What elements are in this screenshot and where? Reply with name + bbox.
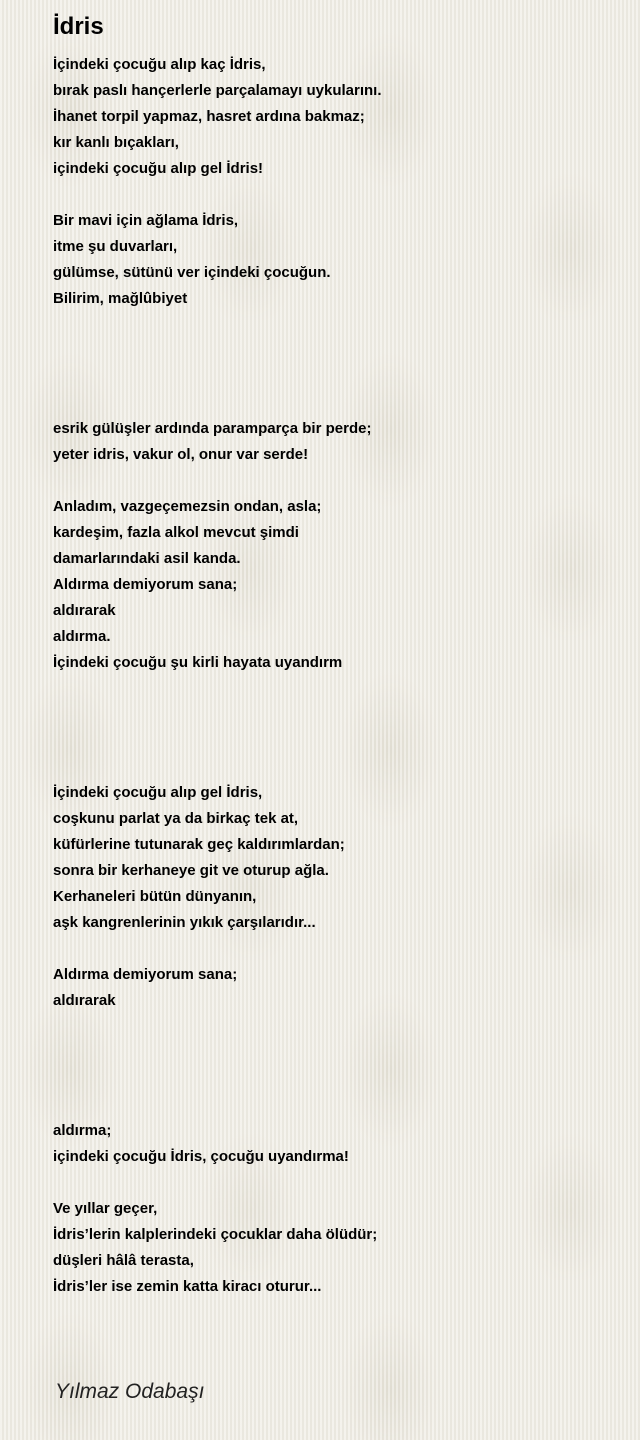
poem-line: coşkunu parlat ya da birkaç tek at, <box>53 810 299 827</box>
poem-line: Anladım, vazgeçemezsin ondan, asla; <box>53 498 322 515</box>
poem-line: bırak paslı hançerlerle parçalamayı uykularını. <box>53 82 382 99</box>
poem-line: aldırarak <box>53 992 116 1009</box>
poem-line: aşk kangrenlerinin yıkık çarşılarıdır... <box>53 914 316 931</box>
stanza-gap <box>53 936 613 962</box>
poem-line: Bir mavi için ağlama İdris, <box>53 212 239 229</box>
poem-line: içindeki çocuğu İdris, çocuğu uyandırma! <box>53 1148 349 1165</box>
poem-line: aldırma; <box>53 1122 112 1139</box>
poem-title: İdris <box>53 13 104 40</box>
poem-line: İçindeki çocuğu şu kirli hayata uyandırm <box>53 654 343 671</box>
poem-line: sonra bir kerhaneye git ve oturup ağla. <box>53 862 329 879</box>
poem-line: esrik gülüşler ardında paramparça bir perde; <box>53 420 372 437</box>
stanza-4 <box>53 494 613 676</box>
poem-line: Aldırma demiyorum sana; <box>53 576 238 593</box>
section-gap <box>53 1014 613 1118</box>
stanza-3 <box>53 416 613 468</box>
poem-line: içindeki çocuğu alıp gel İdris! <box>53 160 264 177</box>
stanza-gap <box>53 182 613 208</box>
stanza-7 <box>53 1118 613 1170</box>
stanza-5 <box>53 780 613 936</box>
poem-line: itme şu duvarları, <box>53 238 178 255</box>
stanza-1 <box>53 52 613 182</box>
poem-line: İçindeki çocuğu alıp kaç İdris, <box>53 56 266 73</box>
stanza-2 <box>53 208 613 312</box>
poem-line: Ve yıllar geçer, <box>53 1200 158 1217</box>
poem-body <box>53 52 613 1300</box>
poem-line: düşleri hâlâ terasta, <box>53 1252 194 1269</box>
poem-line: Kerhaneleri bütün dünyanın, <box>53 888 257 905</box>
poem-line: İdris’lerin kalplerindeki çocuklar daha ölüdür; <box>53 1226 378 1243</box>
poem-line: İhanet torpil yapmaz, hasret ardına bakmaz; <box>53 108 365 125</box>
poem-line: küfürlerine tutunarak geç kaldırımlardan; <box>53 836 345 853</box>
poem-line: yeter idris, vakur ol, onur var serde! <box>53 446 309 463</box>
stanza-8 <box>53 1196 613 1300</box>
poem-line: aldırarak <box>53 602 116 619</box>
poem-line: İdris’ler ise zemin katta kiracı oturur... <box>53 1278 322 1295</box>
poem-line: kardeşim, fazla alkol mevcut şimdi <box>53 524 299 541</box>
stanza-6 <box>53 962 613 1014</box>
stanza-gap <box>53 468 613 494</box>
poem-line: Aldırma demiyorum sana; <box>53 966 238 983</box>
poem-line: kır kanlı bıçakları, <box>53 134 179 151</box>
section-gap <box>53 312 613 416</box>
poem-line: damarlarındaki asil kanda. <box>53 550 241 567</box>
poem-line: aldırma. <box>53 628 111 645</box>
poem-author: Yılmaz Odabaşı <box>55 1380 205 1403</box>
poem-line: gülümse, sütünü ver içindeki çocuğun. <box>53 264 331 281</box>
stanza-gap <box>53 1170 613 1196</box>
section-gap <box>53 676 613 780</box>
poem-line: Bilirim, mağlûbiyet <box>53 290 188 307</box>
poem-line: İçindeki çocuğu alıp gel İdris, <box>53 784 263 801</box>
